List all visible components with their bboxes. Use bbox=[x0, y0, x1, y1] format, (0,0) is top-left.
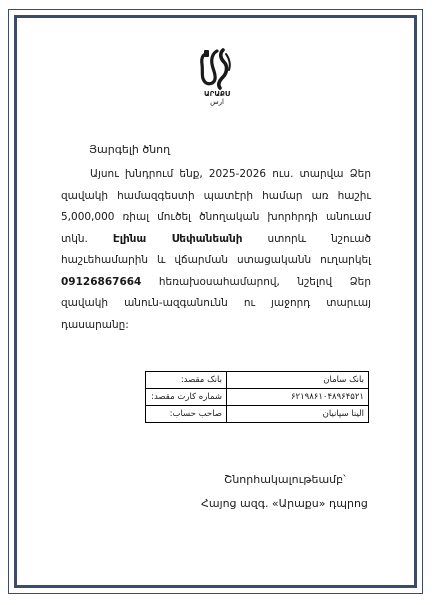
school-logo bbox=[193, 44, 241, 106]
destination-bank-label: بانک مقصد: bbox=[146, 372, 227, 389]
letter-body bbox=[61, 164, 371, 336]
araks-logo-icon bbox=[193, 44, 241, 106]
body-text-part1: Այսու խնդրում ենք, 2025-2026 ուս. տարվա Ձեր զավակի համազգեստի պատէրի համար առ հաշիւ 5,000,000 ռիալ մուծել ծնողական խորհրդի անուամ տկն. bbox=[61, 168, 371, 245]
body-text-part3: հեռախօսահամարով, նշելով Ձեր զավակի անուն-ազգանունն ու յաջորդ տարւայ դասարանը: bbox=[61, 275, 371, 331]
greeting: Յարգելի ծնող bbox=[89, 143, 171, 156]
account-holder-label: صاحب حساب: bbox=[146, 406, 227, 423]
recipient-name: Էլինա Սեփանեանի bbox=[112, 232, 243, 245]
bank-details-table bbox=[145, 371, 369, 423]
logo-text: ԱՐԱՔՍ bbox=[203, 90, 231, 98]
logo-text-fa: ارس bbox=[210, 98, 224, 106]
closing-thanks: Շնորհակալութեամբ՝ bbox=[224, 473, 346, 486]
account-holder-value: الینا سپانیان bbox=[227, 406, 369, 423]
school-signature: Հայոց ազգ. «Արաքս» դպրոց bbox=[201, 497, 368, 510]
card-number-value: ۶۲۱۹۸۶۱۰۴۸۹۶۴۵۲۱ bbox=[227, 389, 369, 406]
table-row bbox=[146, 406, 369, 423]
phone-number: 09126867664 bbox=[61, 275, 142, 288]
card-number-label: شماره کارت مقصد: bbox=[146, 389, 227, 406]
destination-bank-value: بانک سامان bbox=[227, 372, 369, 389]
body-text-part2: ստորև նշուած հաշւեհամարին և վճարման ստացականն ուղարկել bbox=[61, 232, 371, 266]
table-row bbox=[146, 372, 369, 389]
table-row bbox=[146, 389, 369, 406]
